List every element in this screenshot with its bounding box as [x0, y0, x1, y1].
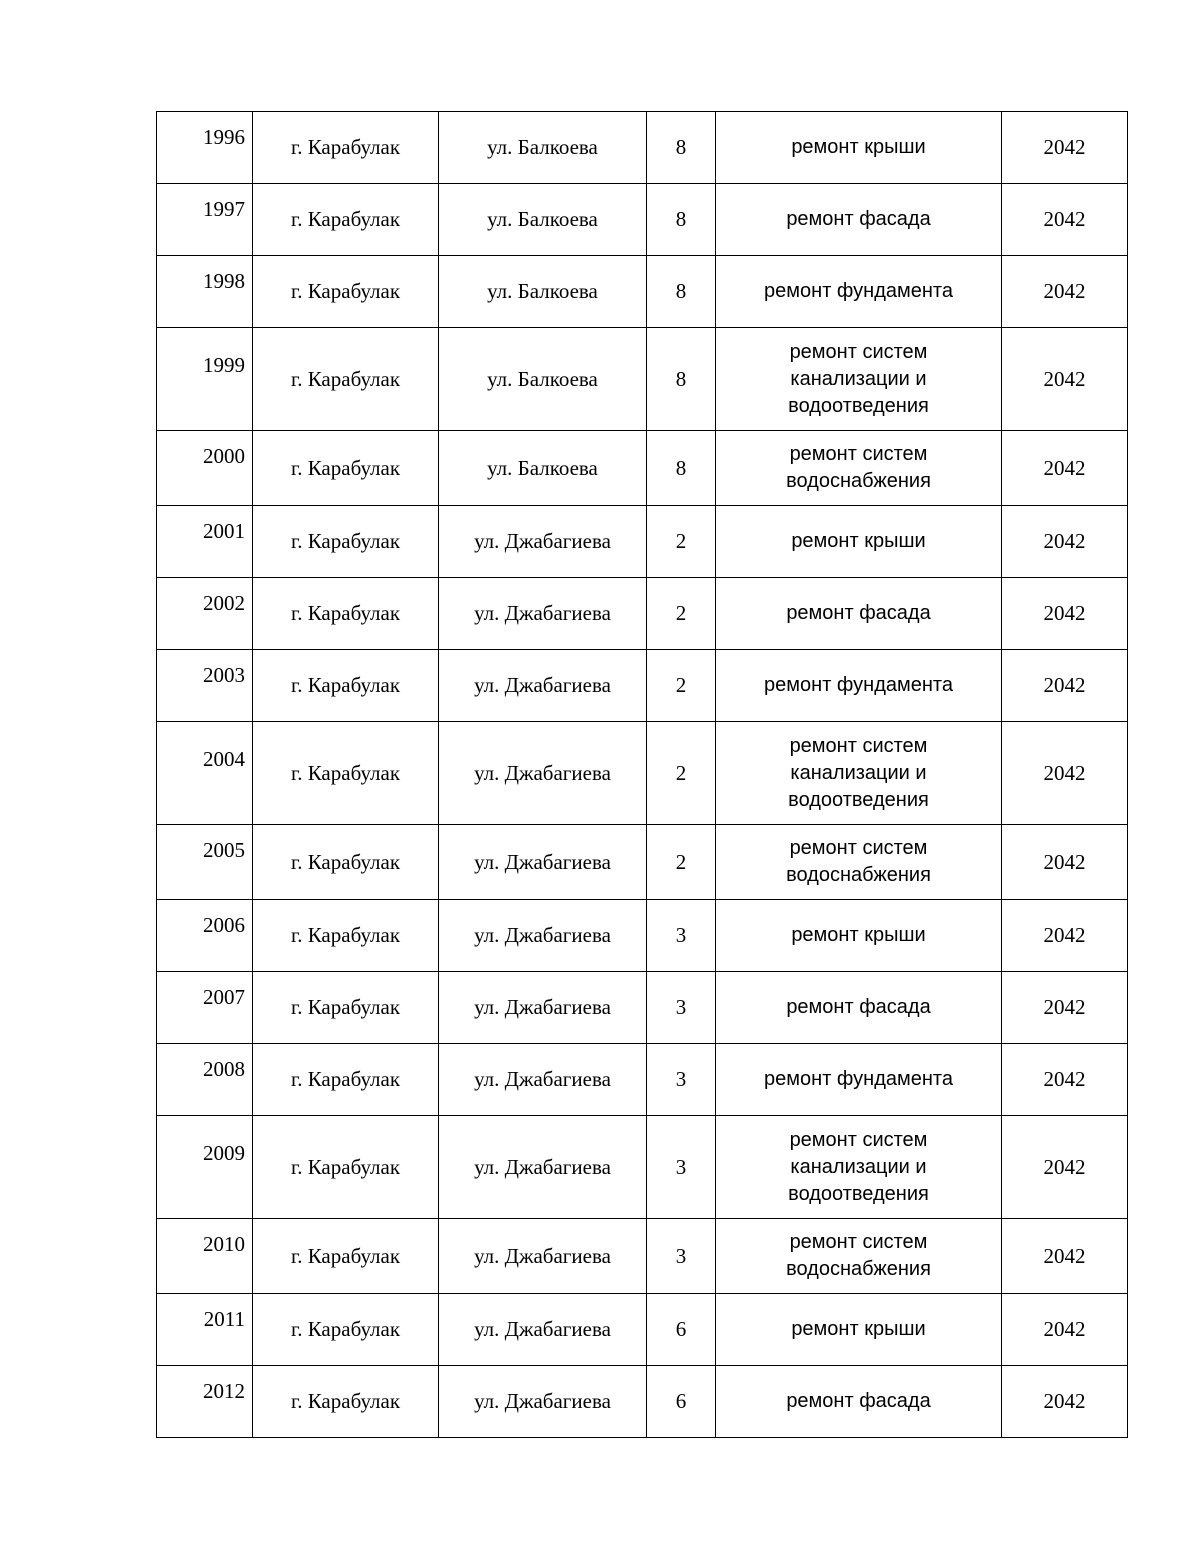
- street-cell: ул. Джабагиева: [439, 506, 647, 578]
- work-type-cell: ремонт фасада: [716, 1366, 1002, 1438]
- year-cell: 2042: [1002, 650, 1128, 722]
- street-cell: ул. Джабагиева: [439, 1116, 647, 1219]
- house-number-cell: 8: [647, 431, 716, 506]
- year-cell: 2042: [1002, 1044, 1128, 1116]
- year-cell: 2042: [1002, 184, 1128, 256]
- city-cell: г. Карабулак: [253, 825, 439, 900]
- house-number-cell: 2: [647, 578, 716, 650]
- street-cell: ул. Джабагиева: [439, 900, 647, 972]
- house-number-cell: 3: [647, 1219, 716, 1294]
- repair-schedule-table: [156, 111, 1128, 1438]
- street-cell: ул. Балкоева: [439, 328, 647, 431]
- city-cell: г. Карабулак: [253, 256, 439, 328]
- table-row: [157, 578, 1128, 650]
- year-cell: 2042: [1002, 431, 1128, 506]
- work-type-cell: ремонт фасада: [716, 578, 1002, 650]
- row-number-cell: 2012: [157, 1366, 253, 1438]
- row-number-cell: 1999: [157, 328, 253, 431]
- table-row: [157, 900, 1128, 972]
- street-cell: ул. Балкоева: [439, 112, 647, 184]
- row-number-cell: 2001: [157, 506, 253, 578]
- row-number-cell: 2004: [157, 722, 253, 825]
- city-cell: г. Карабулак: [253, 578, 439, 650]
- year-cell: 2042: [1002, 1116, 1128, 1219]
- house-number-cell: 3: [647, 1116, 716, 1219]
- row-number-cell: 2003: [157, 650, 253, 722]
- city-cell: г. Карабулак: [253, 1294, 439, 1366]
- house-number-cell: 8: [647, 256, 716, 328]
- year-cell: 2042: [1002, 256, 1128, 328]
- row-number-cell: 1996: [157, 112, 253, 184]
- city-cell: г. Карабулак: [253, 1044, 439, 1116]
- table-row: [157, 431, 1128, 506]
- work-type-cell: ремонт систем канализации и водоотведения: [716, 328, 1002, 431]
- city-cell: г. Карабулак: [253, 650, 439, 722]
- table-row: [157, 1044, 1128, 1116]
- year-cell: 2042: [1002, 1219, 1128, 1294]
- house-number-cell: 2: [647, 650, 716, 722]
- row-number-cell: 2008: [157, 1044, 253, 1116]
- row-number-cell: 2005: [157, 825, 253, 900]
- house-number-cell: 3: [647, 972, 716, 1044]
- work-type-cell: ремонт фундамента: [716, 650, 1002, 722]
- work-type-cell: ремонт систем водоснабжения: [716, 825, 1002, 900]
- year-cell: 2042: [1002, 972, 1128, 1044]
- work-type-cell: ремонт систем канализации и водоотведения: [716, 1116, 1002, 1219]
- table-row: [157, 506, 1128, 578]
- table-row: [157, 972, 1128, 1044]
- city-cell: г. Карабулак: [253, 1219, 439, 1294]
- street-cell: ул. Джабагиева: [439, 578, 647, 650]
- house-number-cell: 8: [647, 112, 716, 184]
- street-cell: ул. Джабагиева: [439, 1219, 647, 1294]
- city-cell: г. Карабулак: [253, 900, 439, 972]
- house-number-cell: 3: [647, 1044, 716, 1116]
- city-cell: г. Карабулак: [253, 184, 439, 256]
- house-number-cell: 6: [647, 1294, 716, 1366]
- city-cell: г. Карабулак: [253, 112, 439, 184]
- table-row: [157, 184, 1128, 256]
- house-number-cell: 6: [647, 1366, 716, 1438]
- work-type-cell: ремонт систем водоснабжения: [716, 431, 1002, 506]
- table-row: [157, 112, 1128, 184]
- year-cell: 2042: [1002, 900, 1128, 972]
- street-cell: ул. Балкоева: [439, 256, 647, 328]
- year-cell: 2042: [1002, 328, 1128, 431]
- house-number-cell: 8: [647, 328, 716, 431]
- year-cell: 2042: [1002, 722, 1128, 825]
- street-cell: ул. Джабагиева: [439, 825, 647, 900]
- table-row: [157, 1366, 1128, 1438]
- year-cell: 2042: [1002, 825, 1128, 900]
- row-number-cell: 2000: [157, 431, 253, 506]
- street-cell: ул. Балкоева: [439, 431, 647, 506]
- year-cell: 2042: [1002, 1366, 1128, 1438]
- street-cell: ул. Джабагиева: [439, 1366, 647, 1438]
- street-cell: ул. Джабагиева: [439, 650, 647, 722]
- table-row: [157, 722, 1128, 825]
- row-number-cell: 2011: [157, 1294, 253, 1366]
- work-type-cell: ремонт фундамента: [716, 1044, 1002, 1116]
- city-cell: г. Карабулак: [253, 431, 439, 506]
- city-cell: г. Карабулак: [253, 328, 439, 431]
- row-number-cell: 2009: [157, 1116, 253, 1219]
- table-row: [157, 650, 1128, 722]
- street-cell: ул. Джабагиева: [439, 1294, 647, 1366]
- street-cell: ул. Джабагиева: [439, 972, 647, 1044]
- row-number-cell: 2010: [157, 1219, 253, 1294]
- table-row: [157, 825, 1128, 900]
- house-number-cell: 2: [647, 506, 716, 578]
- house-number-cell: 3: [647, 900, 716, 972]
- row-number-cell: 1997: [157, 184, 253, 256]
- table-row: [157, 256, 1128, 328]
- city-cell: г. Карабулак: [253, 506, 439, 578]
- work-type-cell: ремонт систем водоснабжения: [716, 1219, 1002, 1294]
- work-type-cell: ремонт фасада: [716, 184, 1002, 256]
- year-cell: 2042: [1002, 506, 1128, 578]
- year-cell: 2042: [1002, 1294, 1128, 1366]
- row-number-cell: 2002: [157, 578, 253, 650]
- work-type-cell: ремонт систем канализации и водоотведения: [716, 722, 1002, 825]
- street-cell: ул. Балкоева: [439, 184, 647, 256]
- row-number-cell: 2007: [157, 972, 253, 1044]
- work-type-cell: ремонт крыши: [716, 506, 1002, 578]
- work-type-cell: ремонт крыши: [716, 1294, 1002, 1366]
- house-number-cell: 2: [647, 825, 716, 900]
- table-row: [157, 328, 1128, 431]
- city-cell: г. Карабулак: [253, 1116, 439, 1219]
- street-cell: ул. Джабагиева: [439, 722, 647, 825]
- street-cell: ул. Джабагиева: [439, 1044, 647, 1116]
- table-body: [157, 112, 1128, 1438]
- table-row: [157, 1294, 1128, 1366]
- row-number-cell: 2006: [157, 900, 253, 972]
- house-number-cell: 8: [647, 184, 716, 256]
- work-type-cell: ремонт крыши: [716, 900, 1002, 972]
- work-type-cell: ремонт фасада: [716, 972, 1002, 1044]
- table-row: [157, 1219, 1128, 1294]
- work-type-cell: ремонт крыши: [716, 112, 1002, 184]
- row-number-cell: 1998: [157, 256, 253, 328]
- city-cell: г. Карабулак: [253, 972, 439, 1044]
- house-number-cell: 2: [647, 722, 716, 825]
- work-type-cell: ремонт фундамента: [716, 256, 1002, 328]
- year-cell: 2042: [1002, 578, 1128, 650]
- year-cell: 2042: [1002, 112, 1128, 184]
- city-cell: г. Карабулак: [253, 722, 439, 825]
- city-cell: г. Карабулак: [253, 1366, 439, 1438]
- table-row: [157, 1116, 1128, 1219]
